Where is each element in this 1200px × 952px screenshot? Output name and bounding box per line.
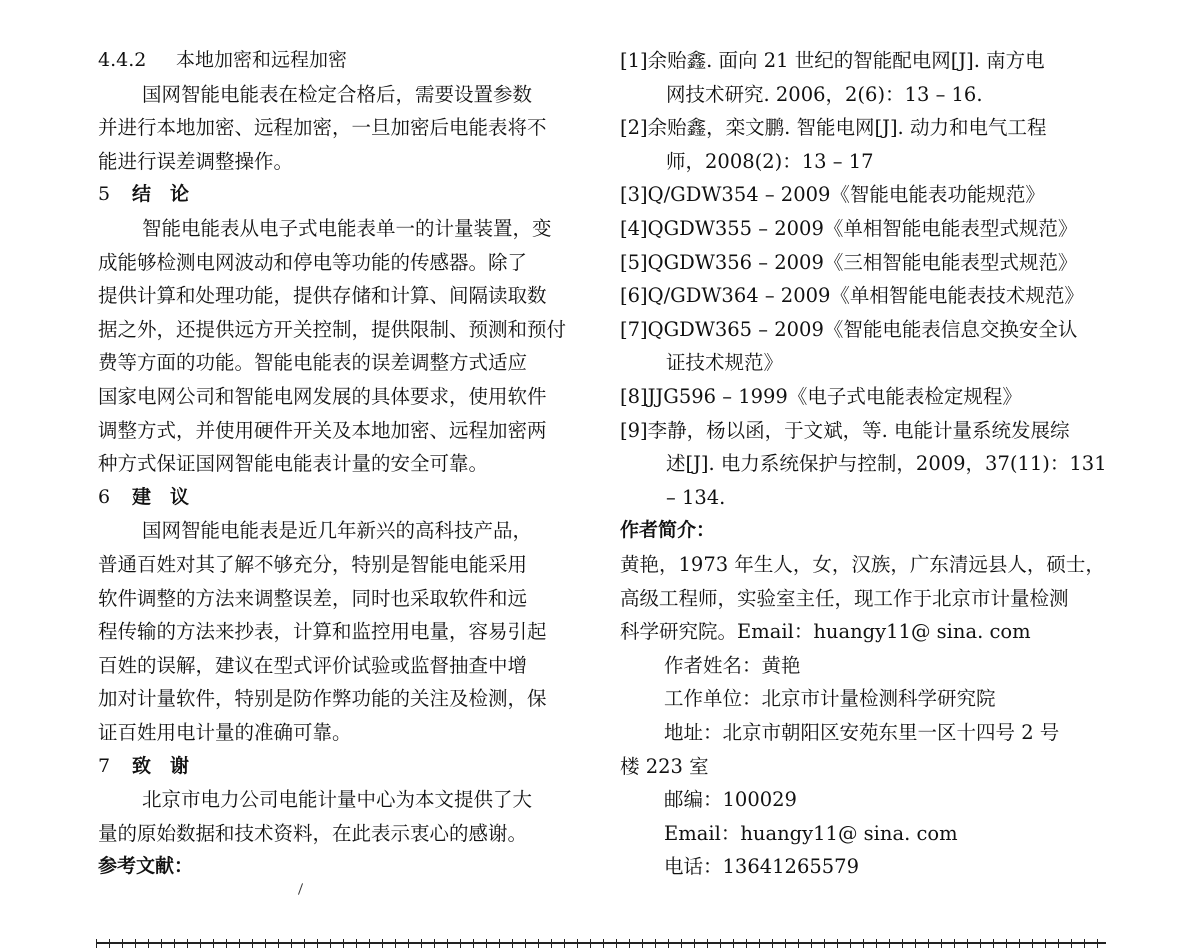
author-address-cont: 楼 223 室: [620, 754, 709, 778]
author-email: Email：huangy11@ sina. com: [664, 821, 958, 845]
author-address: 地址：北京市朝阳区安苑东里一区十四号 2 号: [664, 721, 1060, 744]
body-line: 调整方式，并使用硬件开关及本地加密、远程加密两: [98, 418, 547, 442]
body-line: 北京市电力公司电能计量中心为本文提供了大: [142, 788, 533, 812]
body-line: 国网智能电能表在检定合格后，需要设置参数: [142, 82, 533, 106]
body-line: 费等方面的功能。智能电能表的误差调整方式适应: [98, 351, 528, 375]
body-line: 国家电网公司和智能电网发展的具体要求，使用软件: [98, 385, 547, 408]
body-line: 智能电能表从电子式电能表单一的计量装置，变: [142, 217, 552, 240]
author-name: 作者姓名：黄艳: [664, 653, 801, 677]
reference-item: [7]QGDW365 – 2009《智能电能表信息交换安全认: [620, 317, 1078, 341]
body-line: 种方式保证国网智能电能表计量的安全可靠。: [98, 452, 489, 476]
reference-item-cont: 网技术研究. 2006，2(6)：13 – 16.: [666, 82, 983, 106]
body-line: 成能够检测电网波动和停电等功能的传感器。除了: [98, 250, 528, 274]
body-line: 能进行误差调整操作。: [98, 149, 294, 173]
reference-item: [4]QGDW355 – 2009《单相智能电能表型式规范》: [620, 217, 1078, 240]
section-heading-5: 5 结 论: [98, 183, 190, 206]
reference-item: [1]余贻鑫. 面向 21 世纪的智能配电网[J]. 南方电: [620, 49, 1045, 72]
reference-item: [2]余贻鑫，栾文鹏. 智能电网[J]. 动力和电气工程: [620, 116, 1047, 140]
author-heading: 作者简介：: [620, 519, 716, 542]
section-heading-7: 7 致 谢: [98, 754, 190, 777]
reference-item: [5]QGDW356 – 2009《三相智能电能表型式规范》: [620, 250, 1078, 274]
body-line: 提供计算和处理功能，提供存储和计算、间隔读取数: [98, 284, 547, 308]
references-heading: 参考文献：: [98, 855, 194, 878]
bio-line: 高级工程师，实验室主任，现工作于北京市计量检测: [620, 586, 1069, 610]
reference-item-cont: 师，2008(2)：13 – 17: [666, 149, 874, 173]
bio-line: 科学研究院。Email：huangy11@ sina. com: [620, 620, 1031, 644]
body-line: 百姓的误解，建议在型式评价试验或监督抽查中增: [98, 653, 528, 677]
body-line: 据之外，还提供远方开关控制，提供限制、预测和预付: [98, 317, 567, 341]
body-line: 普通百姓对其了解不够充分，特别是智能电能采用: [98, 553, 528, 576]
body-line: 程传输的方法来抄表，计算和监控用电量，容易引起: [98, 620, 547, 644]
author-unit: 工作单位：北京市计量检测科学研究院: [664, 687, 996, 711]
bio-line: 黄艳，1973 年生人，女，汉族，广东清远县人，硕士，: [620, 553, 1105, 576]
reference-item-cont: 述[J]. 电力系统保护与控制，2009，37(11)：131: [666, 452, 1107, 476]
reference-item: [3]Q/GDW354 – 2009《智能电能表功能规范》: [620, 183, 1045, 207]
body-line: 证百姓用电计量的准确可靠。: [98, 721, 352, 744]
reference-item-cont: – 134.: [666, 485, 726, 509]
stray-mark: [298, 883, 303, 895]
section-heading-4-4-2: 4.4.2 本地加密和远程加密: [98, 49, 348, 71]
body-line: 软件调整的方法来调整误差，同时也采取软件和远: [98, 586, 528, 610]
reference-item: [9]李静，杨以函，于文斌，等. 电能计量系统发展综: [620, 418, 1070, 442]
author-phone: 电话：13641265579: [664, 855, 859, 879]
reference-item: [6]Q/GDW364 – 2009《单相智能电能表技术规范》: [620, 284, 1084, 308]
reference-item-cont: 证技术规范》: [666, 351, 784, 375]
reference-item: [8]JJG596 – 1999《电子式电能表检定规程》: [620, 385, 1022, 408]
body-line: 量的原始数据和技术资料，在此表示衷心的感谢。: [98, 821, 528, 845]
section-heading-6: 6 建 议: [98, 485, 190, 508]
body-line: 加对计量软件，特别是防作弊功能的关注及检测，保: [98, 687, 547, 711]
body-line: 并进行本地加密、远程加密，一旦加密后电能表将不: [98, 116, 547, 140]
footer-rule: [96, 939, 1106, 948]
body-line: 国网智能电能表是近几年新兴的高科技产品，: [142, 519, 533, 543]
author-postcode: 邮编：100029: [664, 788, 797, 812]
